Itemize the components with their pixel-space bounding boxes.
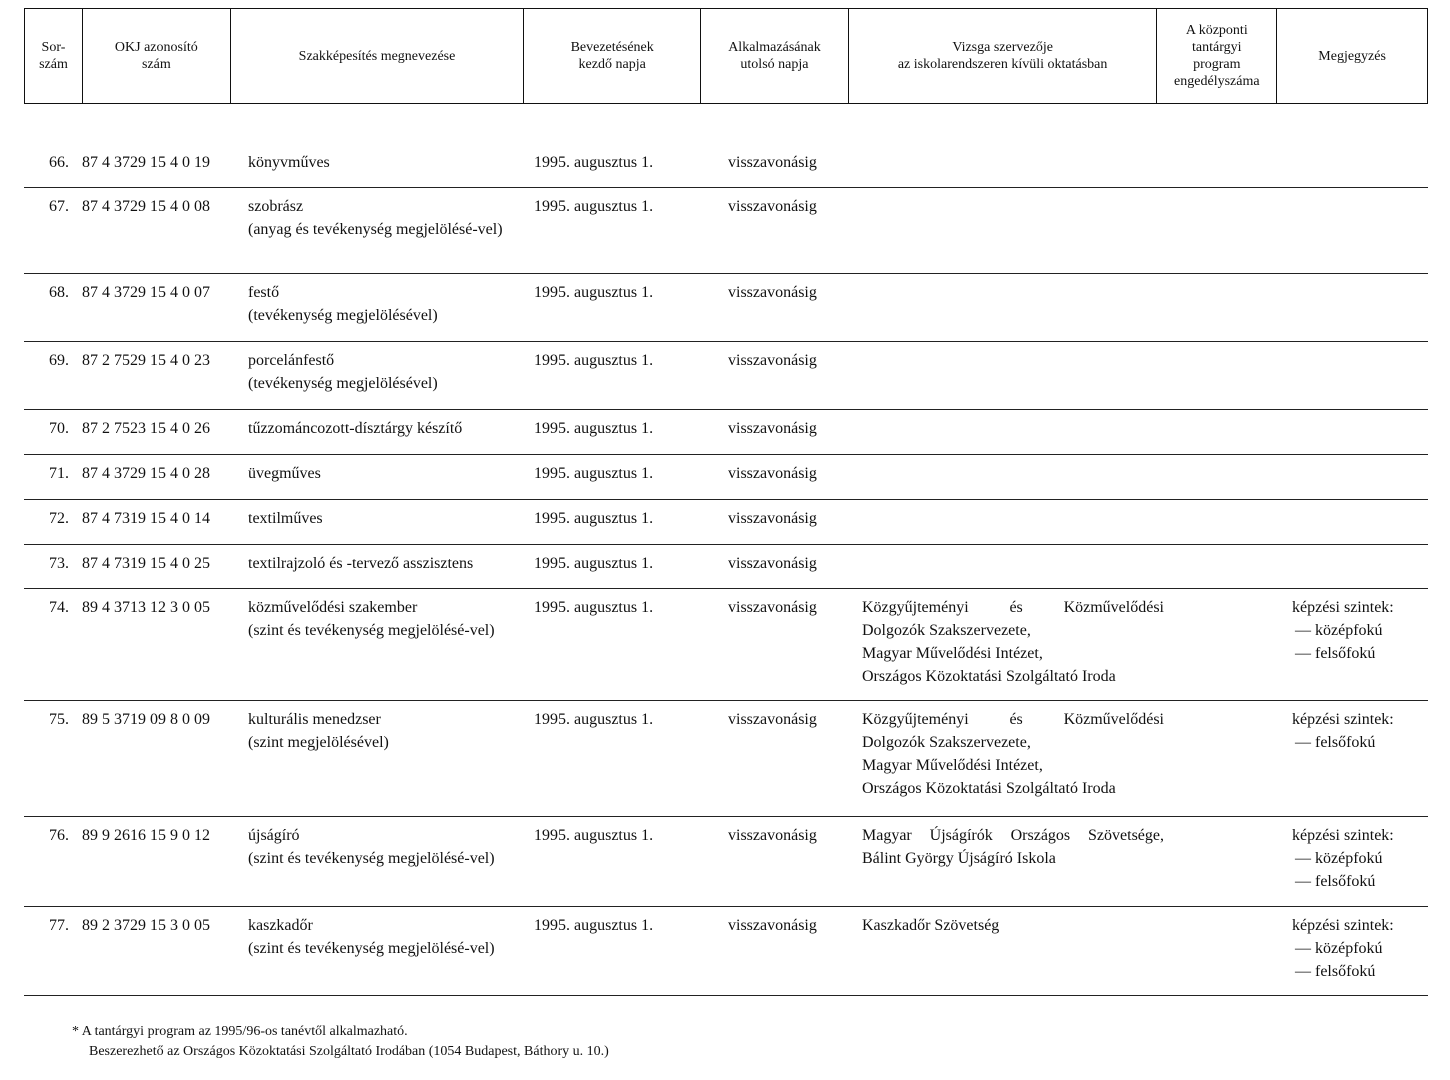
table-body <box>24 144 1428 996</box>
table-header <box>24 8 1428 104</box>
note-level: — felsőfokú <box>1295 963 1376 980</box>
row-number: 77. <box>49 917 69 934</box>
okj-id: 87 2 7529 15 4 0 23 <box>82 352 210 369</box>
qualification-title: textilrajzoló és -tervező asszisztens <box>248 555 474 572</box>
start-date: 1995. augusztus 1. <box>534 154 654 171</box>
note-level: — középfokú <box>1295 940 1383 957</box>
table-row <box>24 907 1428 996</box>
qualification-qualifier: (szint és tevékenység megjelölésé-vel) <box>248 850 495 867</box>
note <box>1292 708 1428 754</box>
note-heading: képzési szintek: <box>1292 827 1394 844</box>
note-level: — felsőfokú <box>1295 734 1376 751</box>
organizer-line: Közgyűjteményi és Közművelődési <box>862 711 1164 728</box>
row-number: 72. <box>49 510 69 527</box>
qualification-qualifier: (anyag és tevékenység megjelölésé-vel) <box>248 221 503 238</box>
qualification-qualifier: (tevékenység megjelölésével) <box>248 307 438 324</box>
header-exam-organizer: Vizsga szervezője az iskolarendszeren kívüli oktatásban <box>849 9 1158 103</box>
organizer-line: Közgyűjteményi és Közművelődési <box>862 599 1164 616</box>
start-date: 1995. augusztus 1. <box>534 827 654 844</box>
table-row <box>24 188 1428 274</box>
row-number: 73. <box>49 555 69 572</box>
organizer-line: Kaszkadőr Szövetség <box>862 917 1000 934</box>
okj-id: 89 5 3719 09 8 0 09 <box>82 711 210 728</box>
end-date: visszavonásig <box>728 917 817 934</box>
row-number: 71. <box>49 465 69 482</box>
qualification-title: szobrász <box>248 198 304 215</box>
start-date: 1995. augusztus 1. <box>534 284 654 301</box>
start-date: 1995. augusztus 1. <box>534 465 654 482</box>
exam-organizer <box>862 914 1164 937</box>
okj-id: 89 2 3729 15 3 0 05 <box>82 917 210 934</box>
end-date: visszavonásig <box>728 599 817 616</box>
end-date: visszavonásig <box>728 465 817 482</box>
row-number: 70. <box>49 420 69 437</box>
header-row-number: Sor- szám <box>25 9 83 103</box>
okj-id: 89 9 2616 15 9 0 12 <box>82 827 210 844</box>
note-level: — középfokú <box>1295 850 1383 867</box>
qualification-title: üvegműves <box>248 465 321 482</box>
start-date: 1995. augusztus 1. <box>534 420 654 437</box>
table-row <box>24 410 1428 455</box>
row-number: 67. <box>49 198 69 215</box>
row-number: 66. <box>49 154 69 171</box>
row-number: 69. <box>49 352 69 369</box>
end-date: visszavonásig <box>728 711 817 728</box>
qualification-qualifier: (szint megjelölésével) <box>248 734 389 751</box>
start-date: 1995. augusztus 1. <box>534 198 654 215</box>
table-row <box>24 455 1428 500</box>
end-date: visszavonásig <box>728 827 817 844</box>
start-date: 1995. augusztus 1. <box>534 510 654 527</box>
start-date: 1995. augusztus 1. <box>534 711 654 728</box>
table-row <box>24 589 1428 701</box>
qualification-name <box>248 552 530 575</box>
note-heading: képzési szintek: <box>1292 917 1394 934</box>
qualification-name <box>248 507 530 530</box>
row-number: 74. <box>49 599 69 616</box>
organizer-line: Bálint György Újságíró Iskola <box>862 850 1056 867</box>
qualification-title: tűzzománcozott-dísztárgy készítő <box>248 420 463 437</box>
qualification-title: kulturális menedzser <box>248 711 381 728</box>
organizer-line: Dolgozók Szakszervezete, <box>862 734 1031 751</box>
note-level: — felsőfokú <box>1295 873 1376 890</box>
organizer-line: Magyar Újságírók Országos Szövetsége, <box>862 827 1164 844</box>
table-row <box>24 500 1428 545</box>
qualification-qualifier: (szint és tevékenység megjelölésé-vel) <box>248 940 495 957</box>
header-program-permit: A központi tantárgyi program engedélyszáma <box>1157 9 1277 103</box>
qualification-name <box>248 195 530 241</box>
header-qualification-name: Szakképesítés megnevezése <box>231 9 525 103</box>
row-number: 68. <box>49 284 69 301</box>
note-level: — felsőfokú <box>1295 645 1376 662</box>
note-heading: képzési szintek: <box>1292 711 1394 728</box>
footnote <box>72 1022 609 1062</box>
start-date: 1995. augusztus 1. <box>534 917 654 934</box>
okj-id: 87 2 7523 15 4 0 26 <box>82 420 210 437</box>
okj-id: 87 4 3729 15 4 0 28 <box>82 465 210 482</box>
okj-id: 89 4 3713 12 3 0 05 <box>82 599 210 616</box>
row-number: 75. <box>49 711 69 728</box>
okj-id: 87 4 7319 15 4 0 25 <box>82 555 210 572</box>
okj-id: 87 4 3729 15 4 0 19 <box>82 154 210 171</box>
table-row <box>24 274 1428 342</box>
organizer-line: Országos Közoktatási Szolgáltató Iroda <box>862 780 1116 797</box>
organizer-line: Országos Közoktatási Szolgáltató Iroda <box>862 668 1116 685</box>
header-okj-id: OKJ azonosító szám <box>83 9 231 103</box>
start-date: 1995. augusztus 1. <box>534 599 654 616</box>
qualification-name <box>248 708 530 754</box>
table-row <box>24 342 1428 410</box>
start-date: 1995. augusztus 1. <box>534 352 654 369</box>
header-note: Megjegyzés <box>1318 48 1386 64</box>
okj-id: 87 4 3729 15 4 0 08 <box>82 198 210 215</box>
row-number: 76. <box>49 827 69 844</box>
okj-id: 87 4 7319 15 4 0 14 <box>82 510 210 527</box>
qualification-title: közművelődési szakember <box>248 599 418 616</box>
organizer-line: Dolgozók Szakszervezete, <box>862 622 1031 639</box>
qualification-title: könyvműves <box>248 154 330 171</box>
qualification-name <box>248 281 530 327</box>
note <box>1292 596 1428 665</box>
qualification-name <box>248 596 530 642</box>
qualification-qualifier: (tevékenység megjelölésével) <box>248 375 438 392</box>
note <box>1292 824 1428 893</box>
table-row <box>24 817 1428 907</box>
start-date: 1995. augusztus 1. <box>534 555 654 572</box>
qualification-name <box>248 151 530 174</box>
qualification-name <box>248 824 530 870</box>
footnote-line: * A tantárgyi program az 1995/96-os tanévtől alkalmazható. <box>72 1024 408 1039</box>
okj-id: 87 4 3729 15 4 0 07 <box>82 284 210 301</box>
exam-organizer <box>862 824 1164 870</box>
end-date: visszavonásig <box>728 352 817 369</box>
note-level: — középfokú <box>1295 622 1383 639</box>
end-date: visszavonásig <box>728 420 817 437</box>
qualification-title: festő <box>248 284 280 301</box>
end-date: visszavonásig <box>728 510 817 527</box>
qualification-name <box>248 462 530 485</box>
qualification-title: porcelánfestő <box>248 352 335 369</box>
end-date: visszavonásig <box>728 555 817 572</box>
organizer-line: Magyar Művelődési Intézet, <box>862 645 1043 662</box>
table-row <box>24 144 1428 188</box>
qualification-qualifier: (szint és tevékenység megjelölésé-vel) <box>248 622 495 639</box>
table-row <box>24 701 1428 817</box>
qualification-title: újságíró <box>248 827 300 844</box>
qualification-name <box>248 349 530 395</box>
end-date: visszavonásig <box>728 154 817 171</box>
note <box>1292 914 1428 983</box>
note-heading: képzési szintek: <box>1292 599 1394 616</box>
header-end-date: Alkalmazásának utolsó napja <box>701 9 849 103</box>
qualification-title: kaszkadőr <box>248 917 313 934</box>
exam-organizer <box>862 596 1164 688</box>
qualification-title: textilműves <box>248 510 323 527</box>
footnote-line: Beszerezhető az Országos Közoktatási Szolgáltató Irodában (1054 Budapest, Báthory u. 10.) <box>89 1044 609 1059</box>
header-start-date: Bevezetésének kezdő napja <box>524 9 701 103</box>
exam-organizer <box>862 708 1164 800</box>
organizer-line: Magyar Művelődési Intézet, <box>862 757 1043 774</box>
end-date: visszavonásig <box>728 198 817 215</box>
qualification-name <box>248 914 530 960</box>
qualification-name <box>248 417 530 440</box>
end-date: visszavonásig <box>728 284 817 301</box>
table-row <box>24 545 1428 589</box>
